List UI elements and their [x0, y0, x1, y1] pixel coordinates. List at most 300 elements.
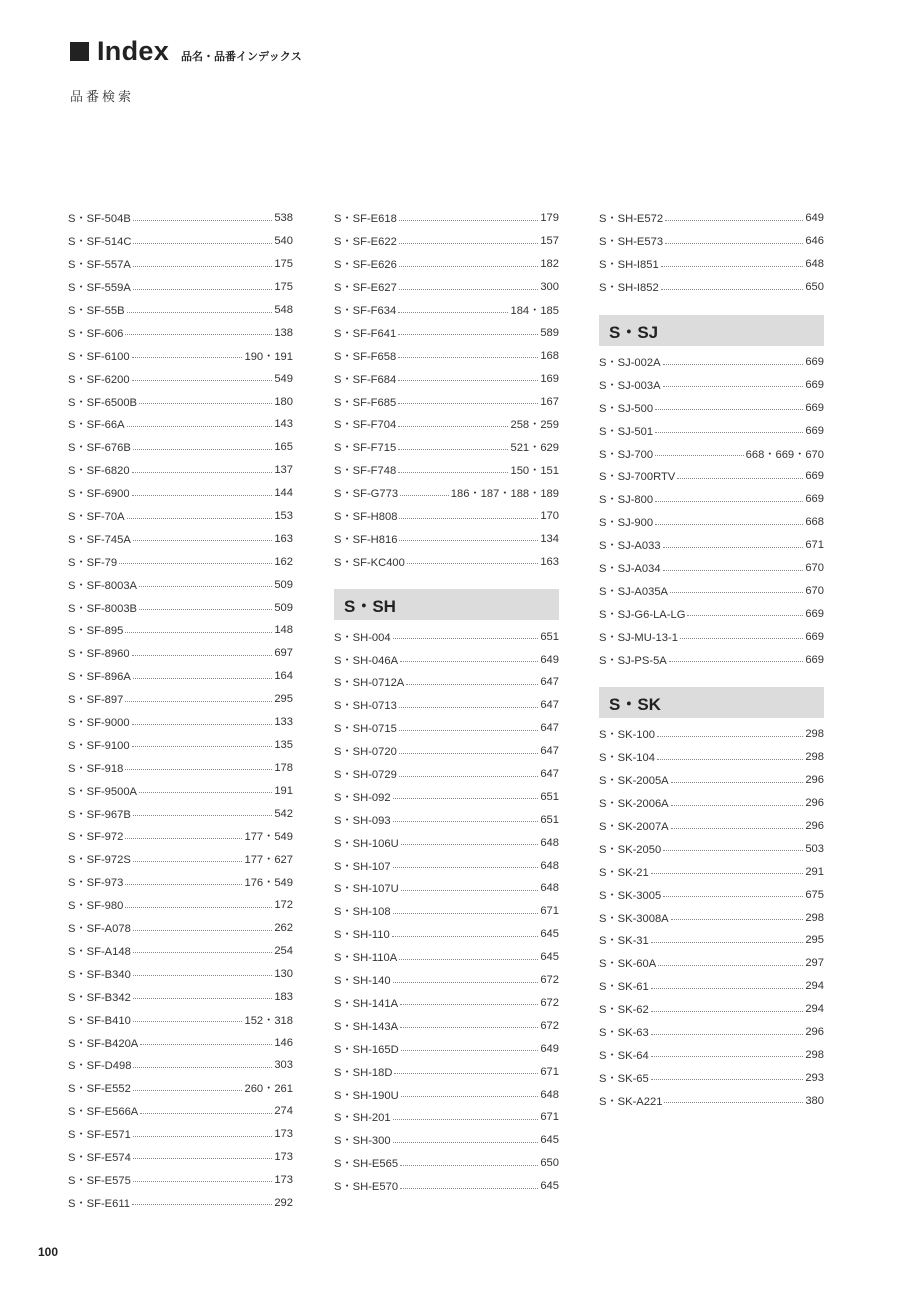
page-reference: 135 [274, 738, 293, 751]
dot-leader [401, 1050, 539, 1051]
dot-leader [133, 266, 273, 267]
dot-leader [400, 1165, 538, 1166]
dot-leader [132, 472, 273, 473]
product-code: S・SF-H816 [334, 533, 398, 546]
index-entry [68, 962, 293, 985]
index-entry [68, 917, 293, 940]
dot-leader [663, 364, 804, 365]
product-code: S・SF-B342 [68, 991, 131, 1004]
product-code: S・SK-60A [599, 958, 657, 971]
dot-leader [133, 1067, 272, 1068]
product-code: S・SF-A078 [68, 923, 131, 936]
index-entry [68, 253, 293, 276]
product-code: S・SJ-G6-LA-LG [599, 608, 686, 621]
page-reference: 521・629 [510, 442, 559, 455]
dot-leader [132, 1204, 272, 1205]
index-column-3 [599, 207, 824, 1112]
index-entry [334, 276, 559, 299]
index-entry [599, 557, 824, 580]
index-entry [599, 579, 824, 602]
page-reference: 175 [274, 258, 293, 271]
product-code: S・SK-64 [599, 1049, 649, 1062]
page-reference: 296 [805, 797, 824, 810]
product-code: S・SF-980 [68, 900, 124, 913]
page-reference: 300 [540, 281, 559, 294]
product-code: S・SF-E627 [334, 282, 397, 295]
index-entry [599, 998, 824, 1021]
index-entry [68, 1077, 293, 1100]
page-reference: 177・549 [244, 831, 293, 844]
page-reference: 186・187・188・189 [450, 488, 559, 501]
page-reference: 168 [540, 349, 559, 362]
product-code: S・SH-201 [334, 1112, 391, 1125]
product-code: S・SJ-PS-5A [599, 654, 667, 667]
dot-leader [663, 386, 804, 387]
product-code: S・SH-093 [334, 814, 391, 827]
page-reference: 296 [805, 774, 824, 787]
index-entry [334, 299, 559, 322]
black-square-icon [70, 42, 89, 61]
page-reference: 697 [274, 647, 293, 660]
index-entry [68, 436, 293, 459]
product-code: S・SF-B410 [68, 1014, 131, 1027]
page-reference: 509 [274, 578, 293, 591]
page-reference: 669 [805, 378, 824, 391]
page-reference: 190・191 [244, 350, 293, 363]
dot-leader [140, 1113, 272, 1114]
page-reference: 650 [540, 1157, 559, 1170]
product-code: S・SF-557A [68, 259, 131, 272]
dot-leader [133, 1158, 273, 1159]
page-reference: 503 [805, 842, 824, 855]
dot-leader [393, 821, 539, 822]
page-reference: 668・669・670 [745, 448, 824, 461]
index-entry [68, 413, 293, 436]
dot-leader [393, 1119, 539, 1120]
dot-leader [657, 736, 803, 737]
index-entry [599, 625, 824, 648]
dot-leader [671, 828, 804, 829]
product-code: S・SF-E566A [68, 1106, 139, 1119]
index-entry [68, 390, 293, 413]
dot-leader [133, 289, 273, 290]
product-code: S・SK-3005 [599, 889, 662, 902]
dot-leader [133, 861, 243, 862]
product-code: S・SH-140 [334, 975, 391, 988]
index-entry [68, 1100, 293, 1123]
product-code: S・SK-100 [599, 729, 655, 742]
page-reference: 162 [274, 555, 293, 568]
dot-leader [132, 746, 273, 747]
product-code: S・SF-9500A [68, 785, 138, 798]
page-reference: 669 [805, 493, 824, 506]
product-code: S・SH-165D [334, 1043, 399, 1056]
dot-leader [399, 289, 539, 290]
section-heading: S・SJ [599, 315, 824, 346]
index-entry [334, 877, 559, 900]
page-reference: 650 [805, 281, 824, 294]
product-code: S・SF-504B [68, 213, 131, 226]
page-reference: 648 [540, 1088, 559, 1101]
page-reference: 293 [805, 1071, 824, 1084]
page-reference: 540 [274, 235, 293, 248]
dot-leader [133, 243, 272, 244]
page-reference: 175 [274, 281, 293, 294]
page-reference: 671 [540, 1111, 559, 1124]
dot-leader [393, 1142, 539, 1143]
index-entry [599, 906, 824, 929]
index-entry [334, 808, 559, 831]
dot-leader [400, 1004, 538, 1005]
page-reference: 671 [805, 539, 824, 552]
dot-leader [393, 638, 539, 639]
dot-leader [663, 850, 803, 851]
index-entry [334, 1129, 559, 1152]
dot-leader [399, 540, 538, 541]
index-entry [334, 253, 559, 276]
index-entry [599, 442, 824, 465]
index-entry [334, 717, 559, 740]
dot-leader [133, 975, 273, 976]
product-code: S・SF-E611 [68, 1197, 130, 1210]
index-entry [334, 648, 559, 671]
product-code: S・SF-918 [68, 762, 124, 775]
index-entry [334, 854, 559, 877]
dot-leader [398, 334, 538, 335]
index-entry [599, 746, 824, 769]
index-entry [334, 482, 559, 505]
dot-leader [399, 266, 539, 267]
page-header [70, 36, 302, 67]
product-code: S・SH-004 [334, 631, 391, 644]
index-entry [599, 488, 824, 511]
product-code: S・SF-E618 [334, 213, 397, 226]
product-code: S・SF-F704 [334, 419, 397, 432]
index-column-2 [334, 207, 559, 1198]
index-entry [68, 207, 293, 230]
product-code: S・SF-896A [68, 671, 131, 684]
index-entry [599, 230, 824, 253]
page-reference: 649 [805, 212, 824, 225]
product-code: S・SF-8003B [68, 602, 138, 615]
product-code: S・SF-E626 [334, 259, 397, 272]
index-entry [599, 723, 824, 746]
page-reference: 647 [540, 768, 559, 781]
section-heading: S・SK [599, 687, 824, 718]
index-entry [599, 883, 824, 906]
page-reference: 303 [274, 1059, 293, 1072]
product-code: S・SH-E565 [334, 1158, 399, 1171]
page-reference: 669 [805, 424, 824, 437]
index-entry [68, 871, 293, 894]
dot-leader [665, 243, 803, 244]
product-code: S・SF-897 [68, 694, 124, 707]
dot-leader [139, 403, 272, 404]
dot-leader [400, 661, 538, 662]
dot-leader [400, 1188, 538, 1189]
page-reference: 669 [805, 653, 824, 666]
dot-leader [651, 942, 804, 943]
dot-leader [133, 678, 273, 679]
dot-leader [398, 312, 508, 313]
page-reference: 173 [274, 1128, 293, 1141]
index-entry [334, 923, 559, 946]
product-code: S・SF-973 [68, 877, 124, 890]
product-code: S・SF-F658 [334, 350, 397, 363]
product-code: S・SF-H808 [334, 511, 398, 524]
product-code: S・SF-G773 [334, 488, 399, 501]
dot-leader [125, 769, 272, 770]
page-reference: 647 [540, 745, 559, 758]
index-entry [68, 321, 293, 344]
dot-leader [133, 998, 273, 999]
product-code: S・SK-62 [599, 1004, 649, 1017]
product-code: S・SK-2005A [599, 775, 669, 788]
page-reference: 668 [805, 516, 824, 529]
page-reference: 138 [274, 326, 293, 339]
product-code: S・SH-0720 [334, 746, 397, 759]
page-reference: 298 [805, 728, 824, 741]
index-entry [334, 390, 559, 413]
page-reference: 669 [805, 401, 824, 414]
page-reference: 173 [274, 1173, 293, 1186]
page-reference: 130 [274, 967, 293, 980]
page-reference: 647 [540, 722, 559, 735]
product-code: S・SF-55B [68, 305, 125, 317]
page-reference: 649 [540, 1042, 559, 1055]
product-code: S・SF-F715 [334, 442, 397, 455]
product-code: S・SH-108 [334, 906, 391, 919]
page-reference: 173 [274, 1150, 293, 1163]
page-reference: 294 [805, 1003, 824, 1016]
index-entry [334, 1060, 559, 1083]
dot-leader [133, 952, 273, 953]
dot-leader [663, 570, 804, 571]
index-entry [68, 642, 293, 665]
dot-leader [655, 409, 803, 410]
dot-leader [401, 890, 539, 891]
index-entry [68, 848, 293, 871]
product-code: S・SJ-A034 [599, 563, 661, 576]
product-code: S・SH-0729 [334, 769, 397, 782]
product-code: S・SH-0713 [334, 700, 397, 713]
index-entry [334, 763, 559, 786]
dot-leader [125, 632, 272, 633]
index-entry [334, 831, 559, 854]
index-entry [599, 792, 824, 815]
product-code: S・SF-E575 [68, 1174, 131, 1187]
dot-leader [399, 753, 539, 754]
page-reference: 183 [274, 990, 293, 1003]
page-reference: 649 [540, 653, 559, 666]
index-entry [599, 1021, 824, 1044]
page-reference: 645 [540, 1180, 559, 1193]
product-code: S・SF-972 [68, 831, 124, 844]
index-entry [599, 465, 824, 488]
dot-leader [133, 1090, 243, 1091]
dot-leader [132, 495, 273, 496]
page-reference: 148 [274, 624, 293, 637]
page-reference: 182 [540, 258, 559, 271]
page-reference: 177・627 [244, 854, 293, 867]
product-code: S・SH-0712A [334, 677, 405, 690]
product-code: S・SF-6820 [68, 465, 130, 478]
index-entry [68, 596, 293, 619]
index-entry [334, 946, 559, 969]
dot-leader [655, 524, 803, 525]
page-reference: 548 [274, 304, 293, 316]
page-title: Index [97, 36, 170, 66]
page-reference: 669 [805, 356, 824, 368]
dot-leader [399, 220, 539, 221]
dot-leader [133, 1181, 273, 1182]
dot-leader [655, 455, 744, 456]
page-reference: 670 [805, 584, 824, 597]
index-entry [68, 550, 293, 573]
index-entry [68, 619, 293, 642]
product-code: S・SJ-003A [599, 379, 661, 392]
index-entry [68, 482, 293, 505]
index-entry [334, 230, 559, 253]
dot-leader [132, 357, 243, 358]
index-entry [68, 688, 293, 711]
dot-leader [133, 1021, 243, 1022]
page-reference: 648 [805, 258, 824, 271]
product-code: S・SK-A221 [599, 1095, 663, 1108]
index-entry [334, 459, 559, 482]
index-entry [599, 952, 824, 975]
index-entry [599, 975, 824, 998]
page-reference: 645 [540, 1134, 559, 1147]
product-code: S・SF-70A [68, 511, 125, 524]
dot-leader [677, 478, 803, 479]
page-reference: 258・259 [510, 419, 559, 432]
product-code: S・SH-18D [334, 1066, 393, 1079]
product-code: S・SF-9100 [68, 739, 130, 752]
dot-leader [127, 312, 273, 313]
product-code: S・SF-676B [68, 442, 131, 455]
page-reference: 669 [805, 607, 824, 620]
dot-leader [398, 380, 538, 381]
product-code: S・SH-190U [334, 1089, 399, 1102]
dot-leader [398, 472, 508, 473]
index-entry [334, 1037, 559, 1060]
page-reference: 675 [805, 888, 824, 901]
index-entry [599, 419, 824, 442]
index-entry [334, 1106, 559, 1129]
dot-leader [680, 638, 803, 639]
product-code: S・SK-63 [599, 1027, 649, 1040]
index-entry [334, 969, 559, 992]
page-reference: 179 [540, 212, 559, 225]
page-reference: 172 [274, 899, 293, 912]
index-entry [599, 207, 824, 230]
product-code: S・SF-514C [68, 236, 132, 249]
section-label: 品番検索 [70, 89, 135, 104]
product-code: S・SF-E574 [68, 1151, 131, 1164]
page-reference: 292 [274, 1196, 293, 1209]
product-code: S・SJ-002A [599, 357, 661, 369]
page-reference: 164 [274, 670, 293, 683]
page-reference: 672 [540, 1019, 559, 1032]
product-code: S・SH-I851 [599, 259, 659, 272]
index-entry [68, 802, 293, 825]
page-reference: 645 [540, 951, 559, 964]
product-code: S・SF-F634 [334, 305, 397, 317]
index-entry [334, 671, 559, 694]
product-code: S・SK-21 [599, 866, 649, 879]
page-reference: 150・151 [510, 465, 559, 478]
index-entry [68, 276, 293, 299]
dot-leader [658, 965, 803, 966]
product-code: S・SF-E622 [334, 236, 397, 249]
dot-leader [133, 930, 273, 931]
page-reference: 184・185 [510, 305, 559, 317]
dot-leader [651, 1011, 804, 1012]
index-entry [68, 779, 293, 802]
dot-leader [132, 724, 273, 725]
dot-leader [400, 1027, 538, 1028]
index-entry [334, 900, 559, 923]
product-code: S・SF-B340 [68, 968, 131, 981]
page-reference: 669 [805, 470, 824, 483]
dot-leader [398, 449, 508, 450]
index-entry [599, 534, 824, 557]
page-reference: 549 [274, 372, 293, 385]
page-reference: 163 [540, 555, 559, 568]
product-code: S・SH-107U [334, 883, 399, 896]
product-code: S・SF-6100 [68, 350, 130, 363]
dot-leader [133, 220, 273, 221]
product-code: S・SF-E552 [68, 1083, 131, 1096]
page-reference: 146 [274, 1036, 293, 1049]
dot-leader [651, 1079, 804, 1080]
dot-leader [133, 449, 273, 450]
product-code: S・SH-0715 [334, 723, 397, 736]
dot-leader [125, 907, 272, 908]
page-reference: 165 [274, 441, 293, 454]
page-reference: 157 [540, 235, 559, 248]
dot-leader [127, 426, 273, 427]
dot-leader [393, 798, 539, 799]
index-entry [68, 985, 293, 1008]
index-entry [68, 756, 293, 779]
index-entry [68, 894, 293, 917]
dot-leader [671, 919, 804, 920]
page-reference: 651 [540, 790, 559, 803]
dot-leader [132, 380, 273, 381]
product-code: S・SF-D498 [68, 1060, 132, 1073]
product-code: S・SF-F684 [334, 373, 397, 386]
dot-leader [399, 730, 539, 731]
product-code: S・SH-092 [334, 791, 391, 804]
dot-leader [663, 896, 803, 897]
index-entry [599, 1044, 824, 1067]
dot-leader [398, 403, 538, 404]
product-code: S・SK-3008A [599, 912, 669, 925]
dot-leader [406, 684, 538, 685]
page-reference: 670 [805, 562, 824, 575]
index-entry [599, 837, 824, 860]
dot-leader [393, 913, 539, 914]
product-code: S・SH-110A [334, 952, 398, 965]
page-reference: 542 [274, 807, 293, 820]
dot-leader [661, 289, 804, 290]
section-heading: S・SH [334, 589, 559, 620]
index-entry [334, 785, 559, 808]
page-reference: 294 [805, 980, 824, 993]
product-code: S・SF-A148 [68, 945, 131, 958]
